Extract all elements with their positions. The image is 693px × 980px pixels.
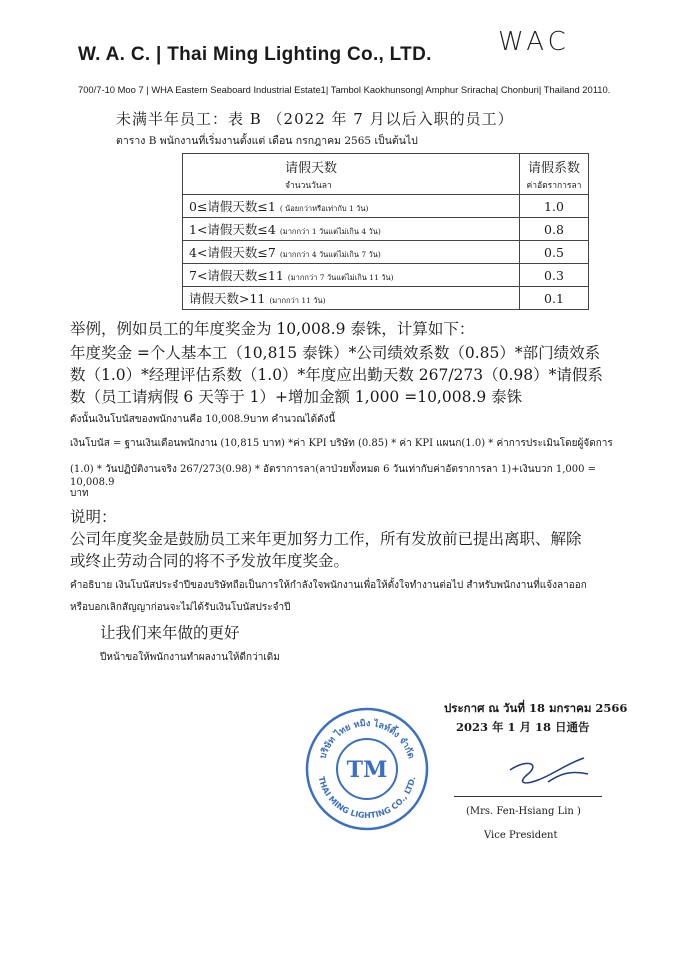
stamp-center-text: TM bbox=[346, 757, 388, 783]
header-leave-rate: 请假系数 ค่าอัตราการลา bbox=[520, 154, 589, 195]
example-th-line-3: (1.0) * วันปฏิบัติงานจริง 267/273(0.98) * อัตราการลา(ลาป่วยทั้งหมด 6 วันเท่ากับค่าอัตราการลา 1)+เงินบวก 1,000 = 10,008.9 bbox=[70, 464, 597, 488]
explanation-label: 说明： bbox=[70, 508, 117, 526]
example-th-line-4: บาท bbox=[70, 488, 89, 499]
rate-cell: 0.1 bbox=[520, 287, 589, 310]
signature-line bbox=[454, 796, 602, 797]
explanation-th-line-1: คำอธิบาย เงินโบนัสประจำปีของบริษัทถือเป็นการให้กำลังใจพนักงานเพื่อให้ตั้งใจทำงานต่อไป สำหรับพนักงานที่แจ้งลาออก bbox=[70, 580, 587, 591]
example-line-2: 年度奖金 =个人基本工（10,815 泰铢）*公司绩效系数（0.85）*部门绩效系 bbox=[70, 344, 601, 362]
svg-text:WAC: WAC bbox=[498, 28, 570, 54]
company-address: 700/7-10 Moo 7 | WHA Eastern Seaboard Industrial Estate1| Tambol Kaokhunsong| Amphur Sriracha| Chonburi| Thailand 20110. bbox=[78, 84, 611, 95]
company-stamp bbox=[304, 706, 430, 832]
range-note: ( น้อยกว่าหรือเท่ากับ 1 วัน) bbox=[279, 204, 369, 213]
announcement-date-zh: 2023 年 1 月 18 日通告 bbox=[456, 720, 590, 734]
signer-title: Vice President bbox=[484, 830, 558, 841]
explanation-th-line-2: หรือบอกเลิกสัญญาก่อนจะไม่ได้รับเงินโบนัสประจำปี bbox=[70, 602, 291, 613]
handwritten-signature bbox=[488, 752, 598, 792]
table-row bbox=[183, 241, 589, 264]
rate-cell: 0.8 bbox=[520, 218, 589, 241]
rate-cell: 0.3 bbox=[520, 264, 589, 287]
range-note: (มากกว่า 4 วันแต่ไม่เกิน 7 วัน) bbox=[279, 250, 381, 259]
stamp-bottom-text: THAI MING LIGHTING CO., LTD. bbox=[316, 775, 418, 821]
closing-zh: 让我们来年做的更好 bbox=[100, 624, 240, 642]
company-name: W. A. C. | Thai Ming Lighting Co., LTD. bbox=[78, 44, 432, 65]
table-title-zh: 未满半年员工：表 B （2022 年 7 月以后入职的员工） bbox=[116, 110, 514, 128]
leave-rate-table bbox=[182, 153, 589, 310]
stamp-top-text: บริษัท ไทย หมิง ไลท์ติ้ง จำกัด bbox=[318, 718, 416, 761]
table-title-th: ตาราง B พนักงานที่เริ่มงานตั้งแต่ เดือน กรกฎาคม 2565 เป็นต้นไป bbox=[116, 135, 418, 147]
signer-name: (Mrs. Fen-Hsiang Lin ) bbox=[466, 806, 581, 817]
rate-cell: 0.5 bbox=[520, 241, 589, 264]
range-note: (มากกว่า 7 วันแต่ไม่เกิน 11 วัน) bbox=[287, 273, 394, 282]
table-row bbox=[183, 287, 589, 310]
explanation-line-2: 或终止劳动合同的将不予发放年度奖金。 bbox=[70, 552, 350, 570]
wac-logo bbox=[498, 28, 616, 54]
range-cell: 1<请假天数≤4 bbox=[189, 222, 276, 237]
example-line-4: 数（员工请病假 6 天等于 1）+增加金额 1,000 =10,008.9 泰铢 bbox=[70, 388, 523, 406]
range-note: (มากกว่า 11 วัน) bbox=[269, 296, 326, 305]
example-line-1: 举例，例如员工的年度奖金为 10,008.9 泰铢，计算如下： bbox=[70, 320, 475, 338]
header-leave-days: 请假天数 จำนวนวันลา bbox=[183, 154, 520, 195]
explanation-line-1: 公司年度奖金是鼓励员工来年更加努力工作，所有发放前已提出离职、解除 bbox=[70, 530, 582, 548]
rate-cell: 1.0 bbox=[520, 195, 589, 218]
announcement-date-th: ประกาศ ณ วันที่ 18 มกราคม 2566 bbox=[444, 701, 628, 715]
table-header-row bbox=[183, 154, 589, 195]
range-cell: 请假天数>11 bbox=[189, 291, 266, 306]
example-line-3: 数（1.0）*经理评估系数（1.0）*年度应出勤天数 267/273（0.98）*请假系 bbox=[70, 366, 603, 384]
table-row bbox=[183, 264, 589, 287]
range-note: (มากกว่า 1 วันแต่ไม่เกิน 4 วัน) bbox=[279, 227, 381, 236]
example-th-line-2: เงินโบนัส = ฐานเงินเดือนพนักงาน (10,815 บาท) *ค่า KPI บริษัท (0.85) * ค่า KPI แผนก(1.0) * ค่าการประเมินโดยผู้จัดการ bbox=[70, 438, 613, 449]
range-cell: 4<请假天数≤7 bbox=[189, 245, 276, 260]
table-row bbox=[183, 218, 589, 241]
closing-th: ปีหน้าขอให้พนักงานทำผลงานให้ดีกว่าเดิม bbox=[100, 652, 280, 663]
range-cell: 7<请假天数≤11 bbox=[189, 268, 284, 283]
table-row bbox=[183, 195, 589, 218]
range-cell: 0≤请假天数≤1 bbox=[189, 199, 276, 214]
example-th-line-1: ดังนั้นเงินโบนัสของพนักงานคือ 10,008.9บาท คำนวณได้ดังนี้ bbox=[70, 414, 336, 425]
